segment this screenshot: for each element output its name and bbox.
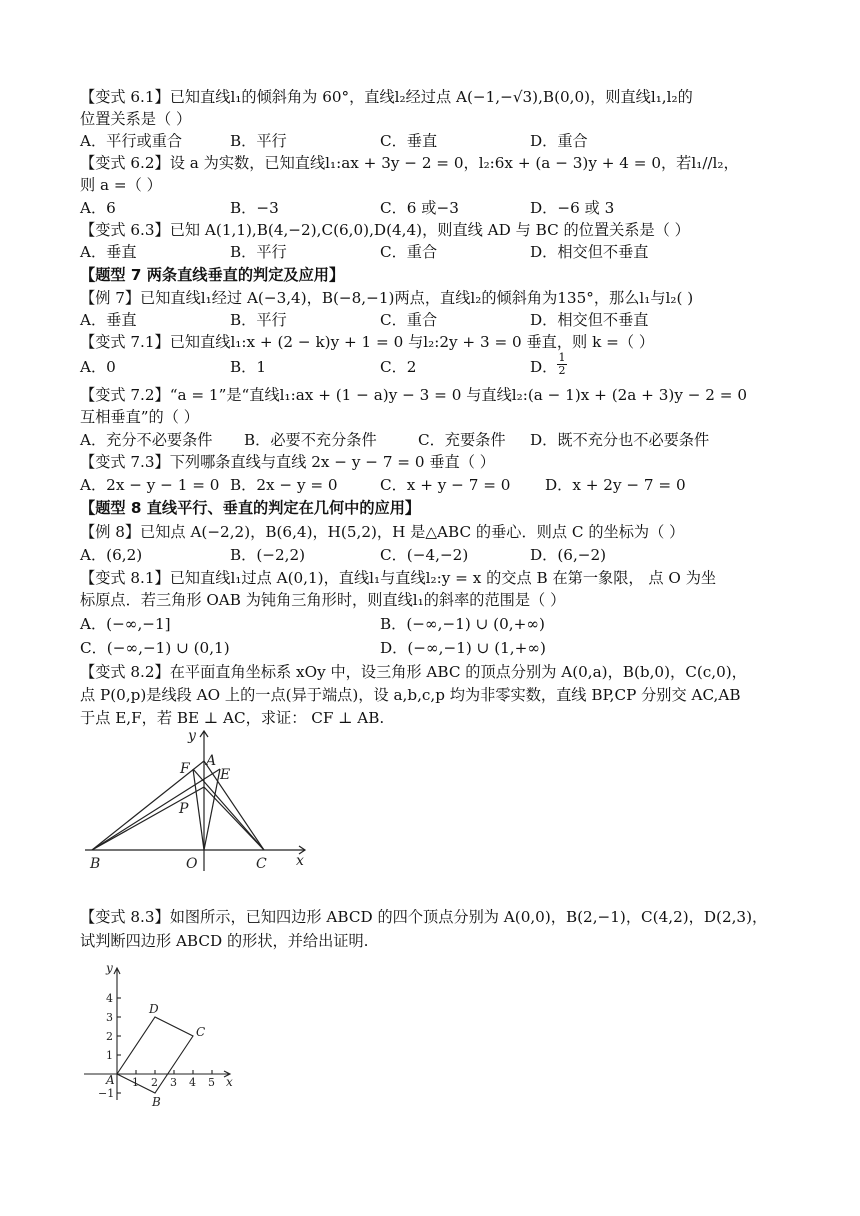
option-c: C．(−∞,−1) ∪ (0,1) <box>80 639 230 657</box>
fig1-x-label: x <box>296 853 304 869</box>
option-c: C．6 或−3 <box>380 199 459 217</box>
option-a: A．垂直 <box>80 311 137 329</box>
variant-8-1-question-cont: 标原点．若三角形 OAB 为钝角三角形时，则直线l₁的斜率的范围是（ ） <box>80 591 566 609</box>
fig2-y-label: y <box>106 961 113 975</box>
variant-8-1-question: 【变式 8.1】已知直线l₁过点 A(0,1)，直线l₁与直线l₂:y = x 的交点 B 在第一象限， 点 O 为坐 <box>80 569 717 587</box>
variant-6-1-question: 【变式 6.1】已知直线l₁的倾斜角为 60°，直线l₂经过点 A(−1,−√3),B(0,0)，则直线l₁,l₂的 <box>80 88 693 106</box>
option-b: B．2x − y = 0 <box>230 476 338 494</box>
option-c: C．重合 <box>380 311 438 329</box>
option-c: C．重合 <box>380 243 438 261</box>
option-a: A．6 <box>80 199 116 217</box>
option-a: A．(6,2) <box>80 546 143 564</box>
option-c: C．垂直 <box>380 132 438 150</box>
fraction-numerator: 1 <box>558 351 566 364</box>
example-7-question: 【例 7】已知直线l₁经过 A(−3,4)，B(−8,−1)两点，直线l₂的倾斜角为135°，那么l₁与l₂( ) <box>80 289 694 307</box>
fig2-point-b: B <box>152 1095 161 1109</box>
option-b: B．(−∞,−1) ∪ (0,+∞) <box>380 615 545 633</box>
fig2-xtick-5: 5 <box>208 1076 215 1089</box>
option-a: A．平行或重合 <box>80 132 183 150</box>
fig2-xtick-3: 3 <box>170 1076 177 1089</box>
variant-7-2-question-cont: 互相垂直”的（ ） <box>80 408 199 426</box>
variant-6-1-question-cont: 位置关系是（ ） <box>80 110 192 128</box>
option-b: B．平行 <box>230 243 287 261</box>
fig2-point-d: D <box>149 1002 159 1016</box>
option-d: D．相交但不垂直 <box>530 243 649 261</box>
fig2-x-label: x <box>226 1075 233 1089</box>
fig2-xtick-1: 1 <box>132 1076 139 1089</box>
option-b: B．平行 <box>230 132 287 150</box>
variant-8-3-question-cont: 试判断四边形 ABCD 的形状，并给出证明. <box>80 932 369 950</box>
option-b: B．(−2,2) <box>230 546 306 564</box>
option-b: B．−3 <box>230 199 279 217</box>
option-d: D．重合 <box>530 132 588 150</box>
section-heading-8: 【题型 8 直线平行、垂直的判定在几何中的应用】 <box>80 499 421 517</box>
fig1-point-c: C <box>256 856 267 872</box>
option-d: D． <box>530 358 558 376</box>
variant-6-2-question-cont: 则 a =（ ） <box>80 176 162 194</box>
fig2-point-a: A <box>106 1073 115 1087</box>
fig2-xtick-2: 2 <box>151 1076 158 1089</box>
fig2-ytick-1: 1 <box>106 1049 113 1062</box>
quadrilateral-figure <box>80 960 250 1110</box>
option-d: D．(−∞,−1) ∪ (1,+∞) <box>380 639 546 657</box>
fig2-xtick-4: 4 <box>189 1076 196 1089</box>
example-8-question: 【例 8】已知点 A(−2,2)，B(6,4)，H(5,2)，H 是△ABC 的垂心．则点 C 的坐标为（ ） <box>80 523 685 541</box>
option-b: B．必要不充分条件 <box>244 431 377 449</box>
variant-7-3-question: 【变式 7.3】下列哪条直线与直线 2x − y − 7 = 0 垂直（ ） <box>80 453 495 471</box>
fig1-point-o: O <box>186 856 198 872</box>
option-a: A．(−∞,−1] <box>80 615 171 633</box>
fig2-ytick-2: 2 <box>106 1030 113 1043</box>
section-heading-7: 【题型 7 两条直线垂直的判定及应用】 <box>80 266 345 284</box>
option-a: A．充分不必要条件 <box>80 431 213 449</box>
fraction-one-half <box>557 352 567 377</box>
variant-8-3-question: 【变式 8.3】如图所示，已知四边形 ABCD 的四个顶点分别为 A(0,0)，B(2,−1)，C(4,2)，D(2,3)， <box>80 908 768 926</box>
variant-8-2-question-cont: 点 P(0,p)是线段 AO 上的一点(异于端点)，设 a,b,c,p 均为非零实数，直线 BP,CP 分别交 AC,AB <box>80 686 741 704</box>
option-c: C．(−4,−2) <box>380 546 469 564</box>
variant-7-2-question: 【变式 7.2】“a = 1”是“直线l₁:ax + (1 − a)y − 3 = 0 与直线l₂:(a − 1)x + (2a + 3)y − 2 = 0 <box>80 386 747 404</box>
option-c: C．充要条件 <box>418 431 506 449</box>
variant-7-1-question: 【变式 7.1】已知直线l₁:x + (2 − k)y + 1 = 0 与l₂:2y + 3 = 0 垂直，则 k =（ ） <box>80 333 655 351</box>
fig2-ytick-4: 4 <box>106 992 113 1005</box>
option-c: C．x + y − 7 = 0 <box>380 476 511 494</box>
fig1-point-e: E <box>220 767 231 783</box>
fig2-ytick-neg1: −1 <box>98 1087 115 1100</box>
variant-6-2-question: 【变式 6.2】设 a 为实数，已知直线l₁:ax + 3y − 2 = 0，l₂:6x + (a − 3)y + 4 = 0，若l₁//l₂， <box>80 154 739 172</box>
option-d: D．相交但不垂直 <box>530 311 649 329</box>
variant-8-2-question-cont2: 于点 E,F，若 BE ⊥ AC，求证： CF ⊥ AB. <box>80 709 385 727</box>
fig1-point-a: A <box>206 753 217 769</box>
option-a: A．2x − y − 1 = 0 <box>80 476 220 494</box>
fig2-ytick-3: 3 <box>106 1011 113 1024</box>
option-c: C．2 <box>380 358 417 376</box>
option-a: A．垂直 <box>80 243 137 261</box>
option-d: D．−6 或 3 <box>530 199 615 217</box>
fig2-point-c: C <box>196 1025 206 1039</box>
fig1-point-p: P <box>179 801 189 817</box>
option-b: B．平行 <box>230 311 287 329</box>
fig1-point-f: F <box>180 761 190 777</box>
variant-6-3-question: 【变式 6.3】已知 A(1,1),B(4,−2),C(6,0),D(4,4)，则直线 AD 与 BC 的位置关系是（ ） <box>80 221 690 239</box>
option-a: A．0 <box>80 358 116 376</box>
fig1-point-b: B <box>90 856 101 872</box>
option-d: D．x + 2y − 7 = 0 <box>545 476 686 494</box>
option-b: B．1 <box>230 358 267 376</box>
fig1-y-label: y <box>188 728 196 744</box>
option-d: D．(6,−2) <box>530 546 607 564</box>
variant-8-2-question: 【变式 8.2】在平面直角坐标系 xOy 中，设三角形 ABC 的顶点分别为 A(0,a)，B(b,0)，C(c,0)， <box>80 663 747 681</box>
triangle-figure <box>80 725 320 875</box>
fraction-denominator: 2 <box>558 364 566 377</box>
option-d: D．既不充分也不必要条件 <box>530 431 710 449</box>
